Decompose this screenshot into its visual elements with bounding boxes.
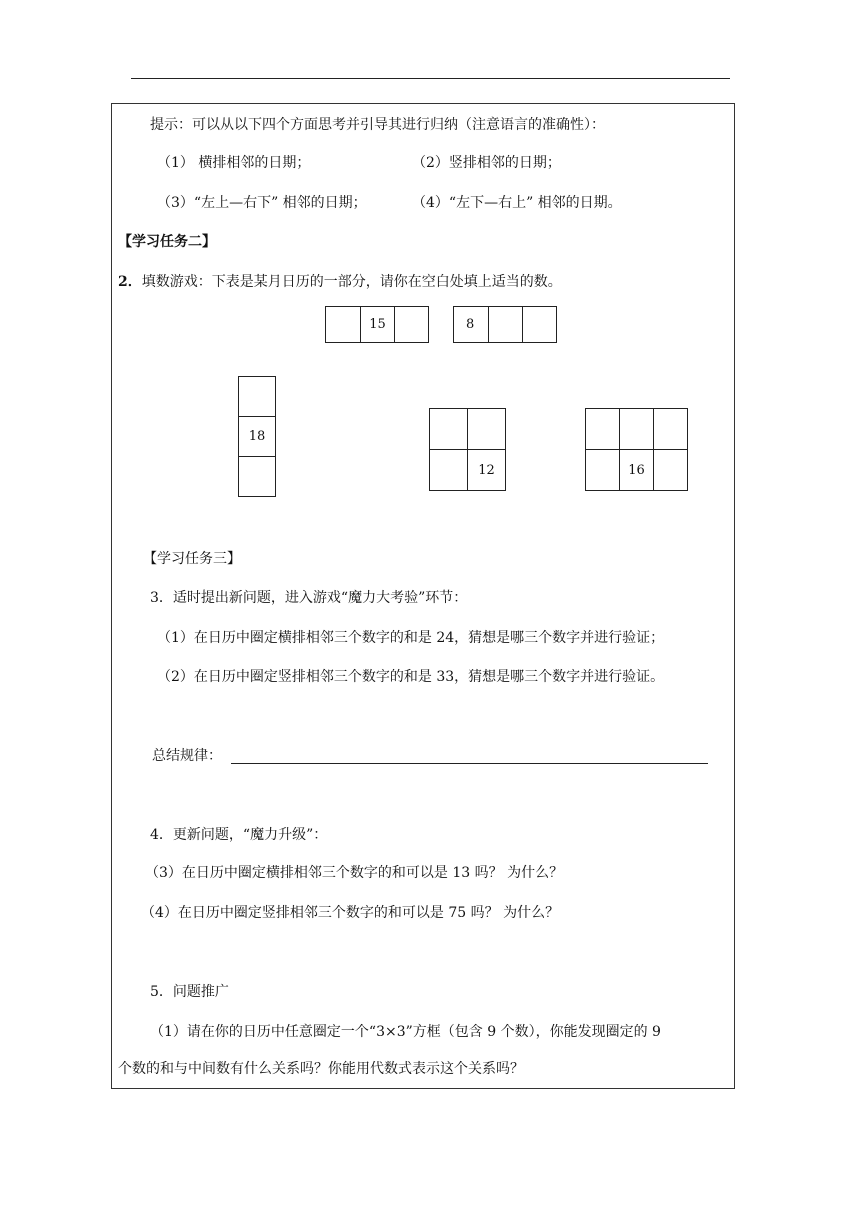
calendar-cell[interactable] [654, 450, 688, 491]
calendar-cell[interactable] [430, 409, 468, 450]
calendar-cell[interactable] [239, 377, 276, 417]
summary-label: 总结规律： [152, 748, 222, 764]
summary-answer-line[interactable] [231, 763, 708, 764]
calendar-cell[interactable] [620, 409, 654, 450]
task2-question-number: 2． [118, 274, 142, 290]
task2-question-text: 填数游戏：下表是某月日历的一部分，请你在空白处填上适当的数。 [141, 274, 562, 290]
task3-question-4: 4．更新问题，“魔力升级”： [150, 827, 328, 843]
calendar-row-a [325, 306, 429, 343]
task3-question-4-3: （3）在日历中圈定横排相邻三个数字的和可以是 13 吗？ 为什么？ [145, 865, 564, 881]
calendar-cell[interactable] [326, 307, 361, 343]
task3-question-3-1: （1）在日历中圈定横排相邻三个数字的和是 24，猜想是哪三个数字并进行验证； [157, 630, 665, 646]
hint-item-3: （3）“左上—右下” 相邻的日期； [157, 195, 367, 211]
calendar-rect-2x3 [585, 408, 688, 491]
calendar-cell[interactable] [239, 457, 276, 497]
hint-item-4: （4）“左下—右上” 相邻的日期。 [412, 195, 622, 211]
calendar-cell[interactable]: 16 [620, 450, 654, 491]
task3-question-5-1-line1: （1）请在你的日历中任意圈定一个“3×3”方框（包含 9 个数），你能发现圈定的 9 [150, 1024, 661, 1040]
hint-item-1: （1） 横排相邻的日期； [157, 155, 311, 171]
task2-heading: 【学习任务二】 [118, 234, 216, 250]
calendar-cell[interactable] [395, 307, 429, 343]
calendar-cell[interactable] [489, 307, 523, 343]
task3-question-5-1-line2: 个数的和与中间数有什么关系吗？你能用代数式表示这个关系吗？ [118, 1061, 524, 1077]
calendar-cell[interactable] [586, 450, 620, 491]
calendar-cell[interactable]: 8 [454, 307, 489, 343]
task3-question-3: 3．适时提出新问题，进入游戏“魔力大考验”环节： [150, 590, 468, 606]
task3-question-3-2: （2）在日历中圈定竖排相邻三个数字的和是 33，猜想是哪三个数字并进行验证。 [157, 669, 665, 685]
task2-question [118, 272, 562, 292]
calendar-cell[interactable]: 15 [361, 307, 395, 343]
hint-intro: 提示：可以从以下四个方面思考并引导其进行归纳（注意语言的准确性）： [150, 117, 605, 133]
calendar-cell[interactable] [430, 450, 468, 491]
task3-heading: 【学习任务三】 [143, 551, 241, 567]
calendar-cell[interactable] [654, 409, 688, 450]
calendar-cell[interactable] [523, 307, 557, 343]
calendar-cell[interactable]: 12 [468, 450, 506, 491]
task3-question-4-4: （4）在日历中圈定竖排相邻三个数字的和可以是 75 吗？ 为什么？ [141, 905, 560, 921]
hint-item-2: （2）竖排相邻的日期； [412, 155, 561, 171]
calendar-cell[interactable] [586, 409, 620, 450]
calendar-square-2x2 [429, 408, 506, 491]
calendar-row-b [453, 306, 557, 343]
calendar-column-c [238, 376, 276, 497]
task3-question-5: 5．问题推广 [150, 984, 229, 1000]
calendar-cell[interactable]: 18 [239, 417, 276, 457]
header-rule [131, 78, 730, 79]
calendar-cell[interactable] [468, 409, 506, 450]
